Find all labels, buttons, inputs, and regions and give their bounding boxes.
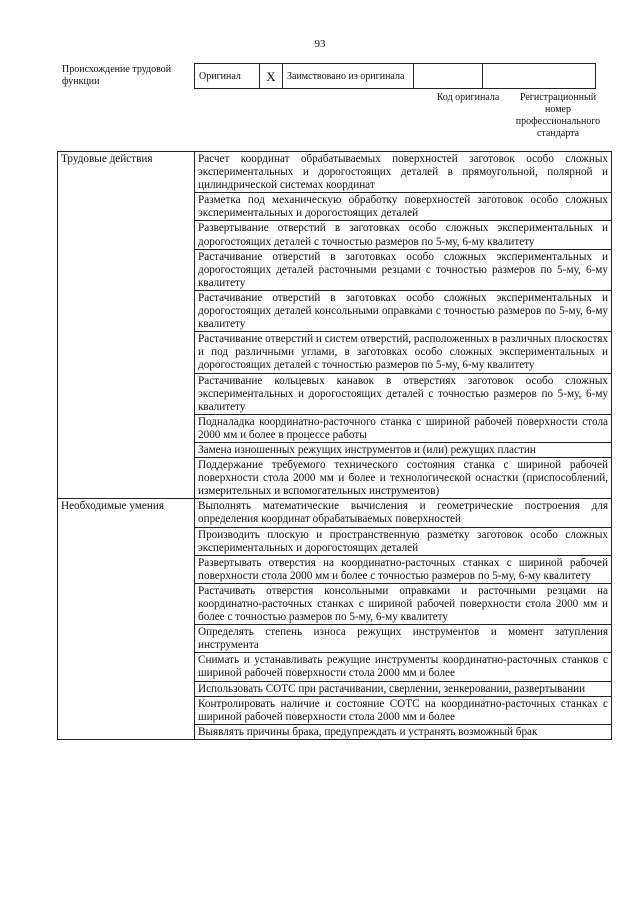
- original-mark: X: [260, 64, 283, 89]
- origin-label: Происхождение трудовой функции: [62, 64, 172, 87]
- section-item: Растачивание кольцевых канавок в отверстиях заготовок особо сложных экспериментальных и дорогостоящих деталей с точностью размеров по 5-му, 6-му квалитету: [195, 373, 612, 414]
- page-number: 93: [314, 38, 326, 50]
- code-label: Код оригинала: [436, 92, 500, 103]
- section-item: Развертывать отверстия на координатно-расточных станках с шириной рабочей поверхности стола 2000 мм и более с точностью размеров по 5-му, 6-му квалитету: [195, 555, 612, 583]
- section-item: Снимать и устанавливать режущие инструменты координатно-расточных станков с шириной рабочей поверхности стола 2000 мм и более: [195, 653, 612, 681]
- origin-table: [194, 63, 596, 89]
- table-row: [58, 152, 612, 193]
- section-item: Использовать СОТС при растачивании, сверлении, зенкеровании, развертывании: [195, 681, 612, 696]
- section-item: Определять степень износа режущих инструментов и момент затупления инструмента: [195, 625, 612, 653]
- section-item: Разметка под механическую обработку поверхностей заготовок особо сложных экспериментальных и дорогостоящих деталей: [195, 193, 612, 221]
- section-item: Растачивание отверстий и систем отверстий, расположенных в различных плоскостях и под различными углами, в заготовках особо сложных экспериментальных и дорогостоящих деталей с точностью размеров по 5-му, 6-му квалитету: [195, 332, 612, 373]
- borrowed-label: Заимствовано из оригинала: [283, 64, 414, 89]
- section-item: Развертывание отверстий в заготовках особо сложных экспериментальных и дорогостоящих деталей с точностью размеров по 5-му, 6-му квалитету: [195, 221, 612, 249]
- code-cell: [414, 64, 483, 89]
- reg-number-cell: [483, 64, 596, 89]
- table-row: [58, 499, 612, 527]
- functions-table: [57, 151, 612, 740]
- section-item: Производить плоскую и пространственную разметку заготовок особо сложных экспериментальных и дорогостоящих деталей: [195, 527, 612, 555]
- section-item: Расчет координат обрабатываемых поверхностей заготовок особо сложных экспериментальных и дорогостоящих деталей в прямоугольной, полярной и цилиндрической системах координат: [195, 152, 612, 193]
- section-item: Растачивать отверстия консольными оправками и расточными резцами на координатно-расточных станках с шириной рабочей поверхности стола 2000 мм и более с точностью размеров по 5-му, 6-му квалитету: [195, 583, 612, 624]
- reg-label: Регистрационный номер профессионального стандарта: [515, 92, 601, 139]
- original-label: Оригинал: [195, 64, 260, 89]
- section-item: Поддержание требуемого технического состояния станка с шириной рабочей поверхности стола 2000 мм и более и технологической оснастки (приспособлений, измерительных и вспомогательных инструментов): [195, 458, 612, 499]
- section-item: Выявлять причины брака, предупреждать и устранять возможный брак: [195, 724, 612, 739]
- section-item: Выполнять математические вычисления и геометрические построения для определения координат обрабатываемых поверхностей: [195, 499, 612, 527]
- section-item: Растачивание отверстий в заготовках особо сложных экспериментальных и дорогостоящих деталей консольными оправками с точностью размеров по 5-му, 6-му квалитету: [195, 290, 612, 331]
- section-item: Замена изношенных режущих инструментов и (или) режущих пластин: [195, 442, 612, 457]
- section-item: Растачивание отверстий в заготовках особо сложных экспериментальных и дорогостоящих деталей расточными резцами с точностью размеров по 5-му, 6-му квалитету: [195, 249, 612, 290]
- section-title: Необходимые умения: [58, 499, 195, 740]
- section-title: Трудовые действия: [58, 152, 195, 499]
- section-item: Подналадка координатно-расточного станка с шириной рабочей поверхности стола 2000 мм и более в процессе работы: [195, 414, 612, 442]
- section-item: Контролировать наличие и состояние СОТС на координатно-расточных станках с шириной рабочей поверхности стола 2000 мм и более: [195, 696, 612, 724]
